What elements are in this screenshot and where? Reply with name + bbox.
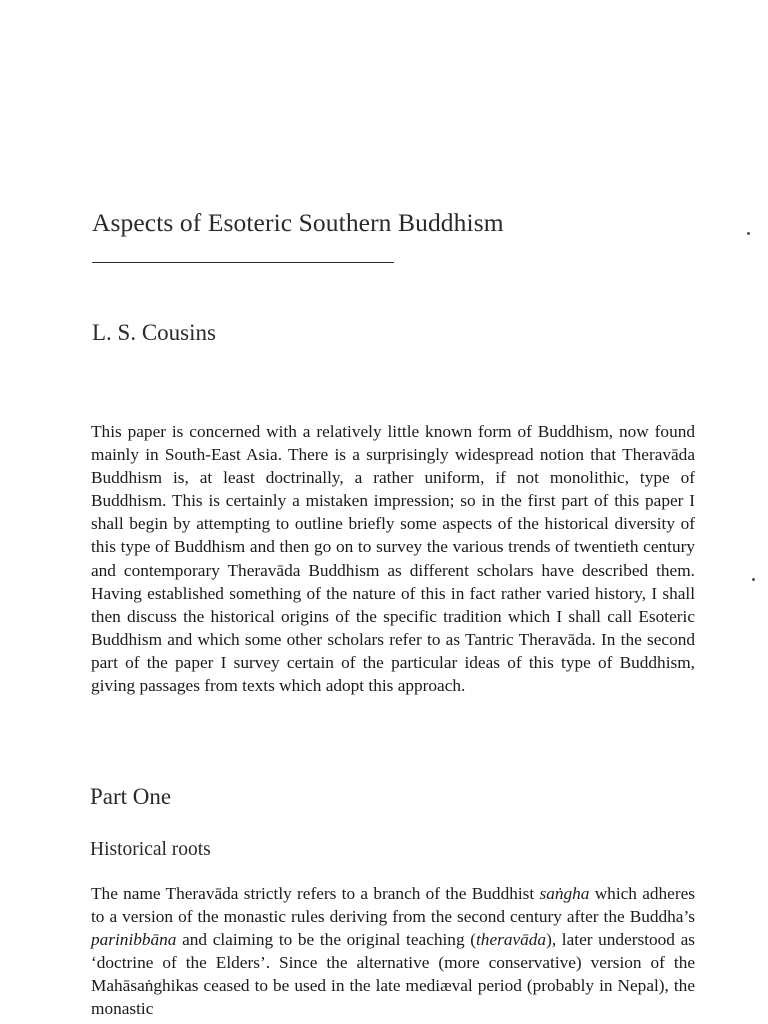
body-text-1: The name Theravāda strictly refers to a branch of the Buddhist bbox=[91, 884, 540, 903]
body-paragraph bbox=[91, 882, 695, 1021]
scan-speck bbox=[747, 232, 750, 235]
title-rule bbox=[92, 262, 394, 263]
body-text-3: and claiming to be the original teaching ( bbox=[176, 930, 476, 950]
paper-title: Aspects of Esoteric Southern Buddhism bbox=[92, 208, 504, 237]
part-heading: Part One bbox=[90, 784, 172, 809]
author-name: L. S. Cousins bbox=[92, 320, 216, 345]
body-italic-parinibbana: parinibbāna bbox=[91, 930, 177, 950]
body-italic-theravada: theravāda bbox=[476, 930, 547, 950]
body-text-4: ), later understood as ‘doctrine of the Elders’. Since the alternative (more conservative) version of the Mahāsaṅghikas ceased to be used in the late mediæval period (probably in Nepal), the monastic bbox=[91, 930, 695, 1019]
body-text-2: which adheres to a version of the monastic rules deriving from the second century after the Buddha’s bbox=[91, 884, 695, 927]
body-italic-sangha: saṅgha bbox=[539, 884, 590, 903]
section-heading: Historical roots bbox=[90, 839, 211, 860]
scan-speck bbox=[752, 578, 755, 581]
intro-paragraph: This paper is concerned with a relatively little known form of Buddhism, now found mainly in South-East Asia. There is a surprisingly widespread notion that Theravāda Buddhism is, at least doctrinally, a rather uniform, if not monolithic, type of Buddhism. This is certainly a mistaken impression; so in the first part of this paper I shall begin by attempting to outline briefly some aspects of the historical diversity of this type of Buddhism and then go on to survey the various trends of twentieth century and contemporary Theravāda Buddhism as different scholars have described them. Having established something of the nature of this in fact rather varied history, I shall then discuss the historical origins of the specific tradition which I shall call Esoteric Buddhism and which some other scholars refer to as Tantric Theravāda. In the second part of the paper I survey certain of the particular ideas of this type of Buddhism, giving passages from texts which adopt this approach. bbox=[91, 422, 695, 696]
